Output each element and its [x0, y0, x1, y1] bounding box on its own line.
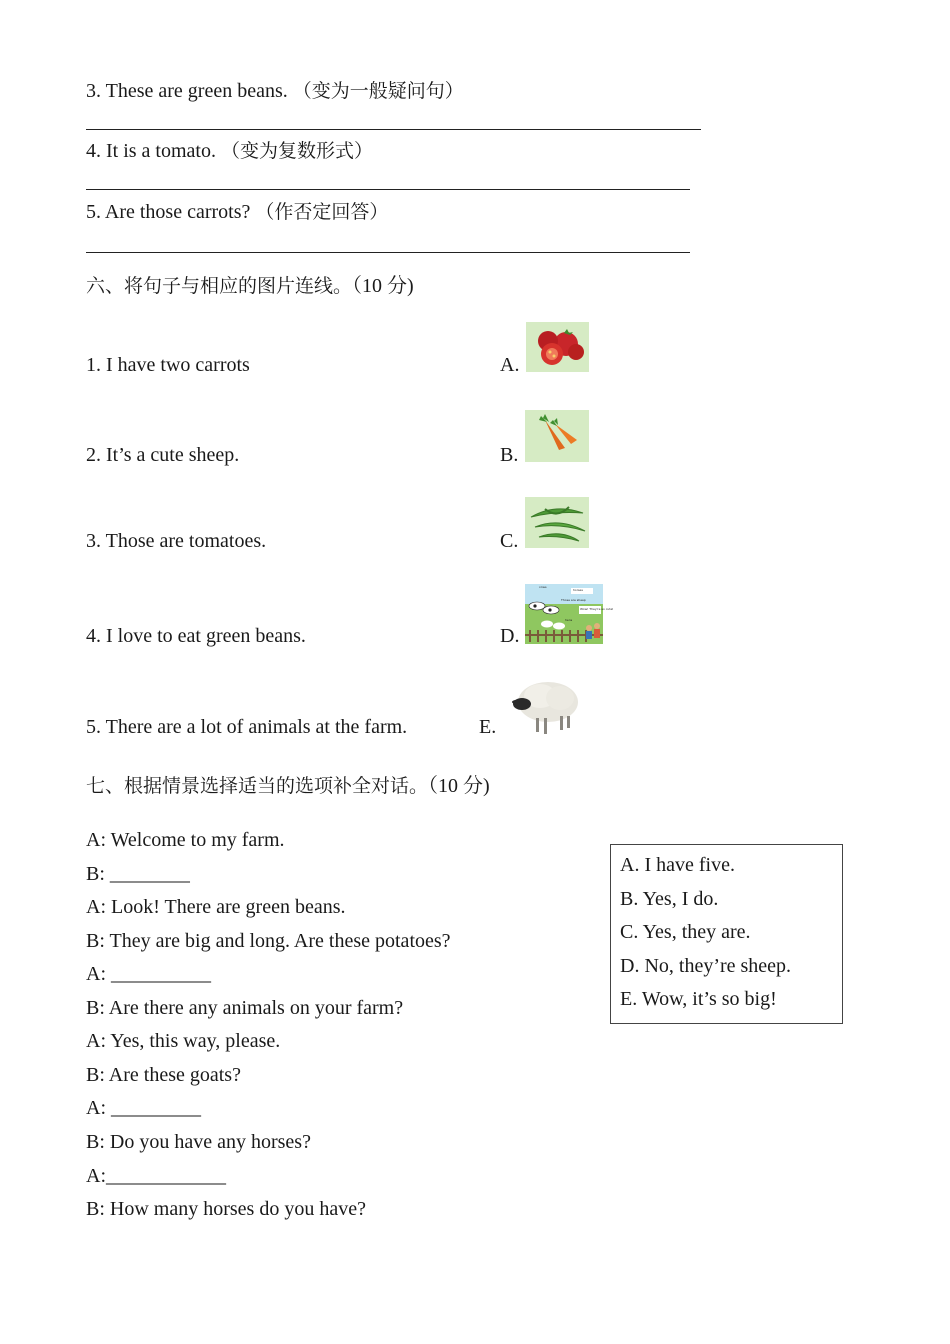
- dialogue-blank-1[interactable]: B: ________: [86, 863, 190, 885]
- picture-letter-c: C.: [500, 530, 519, 552]
- question-5: [86, 200, 388, 224]
- option-b: B. Yes, I do.: [620, 888, 719, 910]
- question-3-instruction: （变为一般疑问句）: [292, 80, 464, 102]
- dialogue-blank-2[interactable]: A: __________: [86, 963, 211, 985]
- dialogue-line-3: A: Look! There are green beans.: [86, 896, 346, 918]
- section-6-heading: [86, 274, 414, 298]
- question-5-text: 5. Are those carrots?: [86, 201, 251, 223]
- section-7-title: 七、根据情景选择适当的选项补全对话。: [86, 775, 429, 797]
- dialogue-line-4: B: They are big and long. Are these potatoes?: [86, 930, 451, 952]
- section-7-score: （10 分): [428, 775, 490, 797]
- option-c: C. Yes, they are.: [620, 921, 751, 943]
- sheep-image[interactable]: [504, 674, 584, 736]
- option-e: E. Wow, it’s so big!: [620, 988, 777, 1010]
- question-4: [86, 139, 373, 163]
- farm-label-sheep: Those are sheep: [561, 598, 586, 602]
- dialogue-blank-4[interactable]: A:____________: [86, 1165, 226, 1187]
- section-6-title: 六、将句子与相应的图片连线。: [86, 275, 353, 297]
- answer-line-3[interactable]: [86, 129, 701, 130]
- dialogue-line-7: A: Yes, this way, please.: [86, 1030, 281, 1052]
- option-a: A. I have five.: [620, 854, 735, 876]
- option-d: D. No, they’re sheep.: [620, 955, 792, 977]
- picture-letter-a: A.: [500, 354, 520, 376]
- answer-line-4[interactable]: [86, 189, 690, 190]
- question-3-text: 3. These are green beans.: [86, 80, 288, 102]
- carrots-image[interactable]: [525, 410, 589, 462]
- picture-letter-b: B.: [500, 444, 519, 466]
- tomatoes-image[interactable]: [526, 322, 589, 372]
- dialogue-line-8: B: Are these goats?: [86, 1064, 241, 1086]
- farm-label-horses: horses: [573, 588, 583, 592]
- question-4-instruction: （变为复数形式）: [220, 140, 373, 162]
- question-4-text: 4. It is a tomato.: [86, 140, 216, 162]
- picture-letter-d: D.: [500, 625, 520, 647]
- dialogue-blank-3[interactable]: A: _________: [86, 1097, 201, 1119]
- match-sentence-2: 2. It’s a cute sheep.: [86, 444, 240, 466]
- dialogue-line-1: A: Welcome to my farm.: [86, 829, 285, 851]
- section-7-heading: [86, 774, 490, 798]
- answer-line-5[interactable]: [86, 252, 690, 253]
- question-3: [86, 79, 464, 103]
- dialogue-line-10: B: Do you have any horses?: [86, 1131, 311, 1153]
- farm-label-hens: hens: [565, 618, 573, 622]
- match-sentence-1: 1. I have two carrots: [86, 354, 250, 376]
- dialogue-line-6: B: Are there any animals on your farm?: [86, 997, 404, 1019]
- farm-label-cows: cows: [539, 585, 547, 589]
- match-sentence-5: 5. There are a lot of animals at the farm.: [86, 716, 408, 738]
- farm-label-cute: Wow! They're so cute!: [580, 607, 614, 611]
- farm-scene-image[interactable]: [525, 584, 614, 644]
- question-5-instruction: （作否定回答）: [255, 201, 389, 223]
- picture-letter-e: E.: [479, 716, 497, 738]
- dialogue-line-12: B: How many horses do you have?: [86, 1198, 366, 1220]
- green-beans-image[interactable]: [525, 497, 589, 548]
- match-sentence-4: 4. I love to eat green beans.: [86, 625, 306, 647]
- section-6-score: （10 分): [352, 275, 414, 297]
- match-sentence-3: 3. Those are tomatoes.: [86, 530, 267, 552]
